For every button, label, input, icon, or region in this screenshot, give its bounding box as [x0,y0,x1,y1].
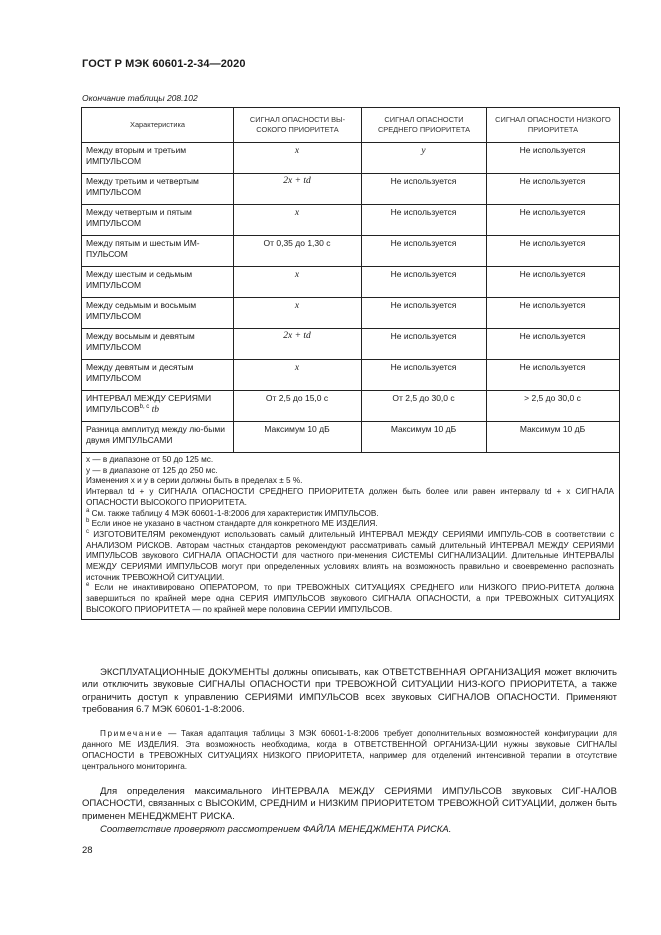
cell-low: Не используется [487,236,620,267]
footnote-e: $^e$ Если не инактивировано ОПЕРАТОРОМ, то при ТРЕВОЖНЫХ СИТУАЦИЯХ СРЕДНЕГО или НИЗКОГО ПРИО-РИТЕТА должна завершиться по крайней мере одна СЕРИЯ ИМПУЛЬСОВ звукового СИГНАЛА ОПАСНОСТИ, а при ТРЕВОЖНЫХ СИТУАЦИЯХ ВЫСОКОГО ПРИОРИТЕТА — по крайней мере половина СЕРИИ ИМПУЛЬСОВ. [86,582,614,614]
note-variation: Изменения x и y в серии должны быть в пределах ± 5 %. [86,476,303,486]
paragraph-max-interval: Для определения максимального ИНТЕРВАЛА МЕЖДУ СЕРИЯМИ ИМПУЛЬСОВ звуковых СИГ-НАЛОВ ОПАСНОСТИ, связанных с ВЫСОКИМ, СРЕДНИМ и НИЗКИМ ПРИОРИТЕТОМ ТРЕВОЖНОЙ СИТУАЦИИ, должен быть применен МЕНЕДЖМЕНТ РИСКА. [82,786,617,822]
table-row [82,236,620,267]
cell-high: x [234,143,362,174]
table-row [82,267,620,298]
footnote-c: $^c$ ИЗГОТОВИТЕЛЯМ рекомендуют использовать самый длительный ИНТЕРВАЛ МЕЖДУ СЕРИЯМИ ИМПУЛЬ-СОВ в соответствии с АНАЛИЗОМ РИСКОВ. Авторам частных стандартов рекомендуют рассматривать самый длительный ИНТЕРВАЛ МЕЖДУ СЕРИЯМИ ИМПУЛЬСОВ звукового СИГНАЛА ОПАСНОСТИ для частного при-менения СИСТЕМЫ СИГНАЛИЗАЦИИ. Длительные ИНТЕРВАЛЫ МЕЖДУ СЕРИЯМИ ИМПУЛЬСОВ могут при определенных условиях влиять на возможность правильно и своевременно распознать источник ТРЕВОЖНОЙ СИТУАЦИИ. [86,528,614,582]
row-label: Между четвертым и пятым ИМПУЛЬСОМ [82,205,234,236]
cell-high: 2x + td [234,329,362,360]
row-label: Между седьмым и восьмым ИМПУЛЬСОМ [82,298,234,329]
row-label: Между третьим и четвертым ИМПУЛЬСОМ [82,174,234,205]
footnote-ref: b, c [139,404,150,410]
cell-high: x [234,205,362,236]
row-label: Разница амплитуд между лю-быми двумя ИМПУЛЬСАМИ [82,422,234,453]
header-characteristic: Характеристика [82,108,234,143]
cell-low: Не используется [487,267,620,298]
note-x: x — в диапазоне от 50 до 125 мс. [86,455,214,464]
cell-medium: Не используется [362,267,487,298]
row-label: Между восьмым и девятым ИМПУЛЬСОМ [82,329,234,360]
cell-high: x [234,298,362,329]
footnote-a: $^a$ См. также таблицу 4 МЭК 60601-1-8:2006 для характеристик ИМПУЛЬСОВ. [86,507,379,518]
header-low-priority: СИГНАЛ ОПАСНОСТИ НИЗКОГО ПРИОРИТЕТА [487,108,620,143]
footnote-b: $^b$ Если иное не указано в частном стандарте для конкретного МЕ ИЗДЕЛИЯ. [86,518,378,529]
cell-medium: Не используется [362,360,487,391]
note-text: — Такая адаптация таблицы 3 МЭК 60601-1-8:2006 требует дополнительных возможностей конфигурации для данного МЕ ИЗДЕЛИЯ. Эта возможность необходима, когда в ОТВЕТСТВЕННОЙ ОРГАНИЗА-ЦИИ нужны звуковые СИГНАЛЫ ОПАСНОСТИ в ТРЕВОЖНЫХ СИТУАЦИЯХ НИЗКОГО ПРИОРИТЕТА, например для отделений интенсивной терапии в отсутствие центрального мониторинга. [82,729,617,771]
cell-medium: Не используется [362,205,487,236]
table-row [82,422,620,453]
symbol-tb: tb [151,405,160,415]
table-row [82,298,620,329]
cell-low: Не используется [487,174,620,205]
cell-high: x [234,360,362,391]
note-interval: Интервал td + y СИГНАЛА ОПАСНОСТИ СРЕДНЕГО ПРИОРИТЕТА должен быть более или равен интервалу td + x СИГНАЛА ОПАСНОСТИ ВЫСОКОГО ПРИОРИТЕТА. [86,487,614,507]
cell-low: Максимум 10 дБ [487,422,620,453]
cell-high: От 2,5 до 15,0 с [234,391,362,422]
cell-medium: От 2,5 до 30,0 с [362,391,487,422]
table-caption: Окончание таблицы 208.102 [82,93,198,103]
table-row [82,174,620,205]
row-label: ИНТЕРВАЛ МЕЖДУ СЕРИЯМИ ИМПУЛЬСОВ$^{b, c}$ tb [82,391,234,422]
paragraph-compliance: Соответствие проверяют рассмотрением ФАЙЛА МЕНЕДЖМЕНТА РИСКА. [100,824,452,835]
page-number: 28 [82,845,93,856]
document-header: ГОСТ Р МЭК 60601-2-34—2020 [82,58,246,70]
row-label: Между девятым и десятым ИМПУЛЬСОМ [82,360,234,391]
note-paragraph [82,728,617,772]
table-row [82,205,620,236]
cell-high: x [234,267,362,298]
table-header-row [82,108,620,143]
table-row [82,391,620,422]
note-y: y — в диапазоне от 125 до 250 мс. [86,465,218,475]
cell-high: От 0,35 до 1,30 с [234,236,362,267]
cell-low: Не используется [487,360,620,391]
row-label: Между пятым и шестым ИМ-ПУЛЬСОМ [82,236,234,267]
paragraph-operational-documents: ЭКСПЛУАТАЦИОННЫЕ ДОКУМЕНТЫ должны описывать, как ОТВЕТСТВЕННАЯ ОРГАНИЗАЦИЯ может включить или отключить звуковые СИГНАЛЫ ОПАСНОСТИ при ТРЕВОЖНОЙ СИТУАЦИИ НИЗ-КОГО ПРИОРИТЕТА, а также ограничить доступ к управлению СЕРИЯМИ ИМПУЛЬСОВ всех звуковых СИГНАЛОВ ОПАСНОСТИ. Применяют требования 6.7 МЭК 60601-1-8:2006. [82,667,617,716]
table-row [82,143,620,174]
cell-medium: Максимум 10 дБ [362,422,487,453]
table-notes [82,453,620,620]
header-high-priority: СИГНАЛ ОПАСНОСТИ ВЫ-СОКОГО ПРИОРИТЕТА [234,108,362,143]
cell-low: Не используется [487,329,620,360]
cell-high: 2x + td [234,174,362,205]
row-label: Между вторым и третьим ИМПУЛЬСОМ [82,143,234,174]
row-label: Между шестым и седьмым ИМПУЛЬСОМ [82,267,234,298]
cell-medium: Не используется [362,236,487,267]
cell-medium: Не используется [362,174,487,205]
cell-medium: y [362,143,487,174]
note-label: Примечание [100,729,164,738]
cell-low: Не используется [487,205,620,236]
table-notes-row [82,453,620,620]
cell-high: Максимум 10 дБ [234,422,362,453]
cell-low: > 2,5 до 30,0 с [487,391,620,422]
cell-medium: Не используется [362,329,487,360]
pulse-interval-table [81,107,620,620]
cell-low: Не используется [487,143,620,174]
table-row [82,329,620,360]
header-medium-priority: СИГНАЛ ОПАСНОСТИ СРЕДНЕГО ПРИОРИТЕТА [362,108,487,143]
cell-medium: Не используется [362,298,487,329]
table-row [82,360,620,391]
cell-low: Не используется [487,298,620,329]
